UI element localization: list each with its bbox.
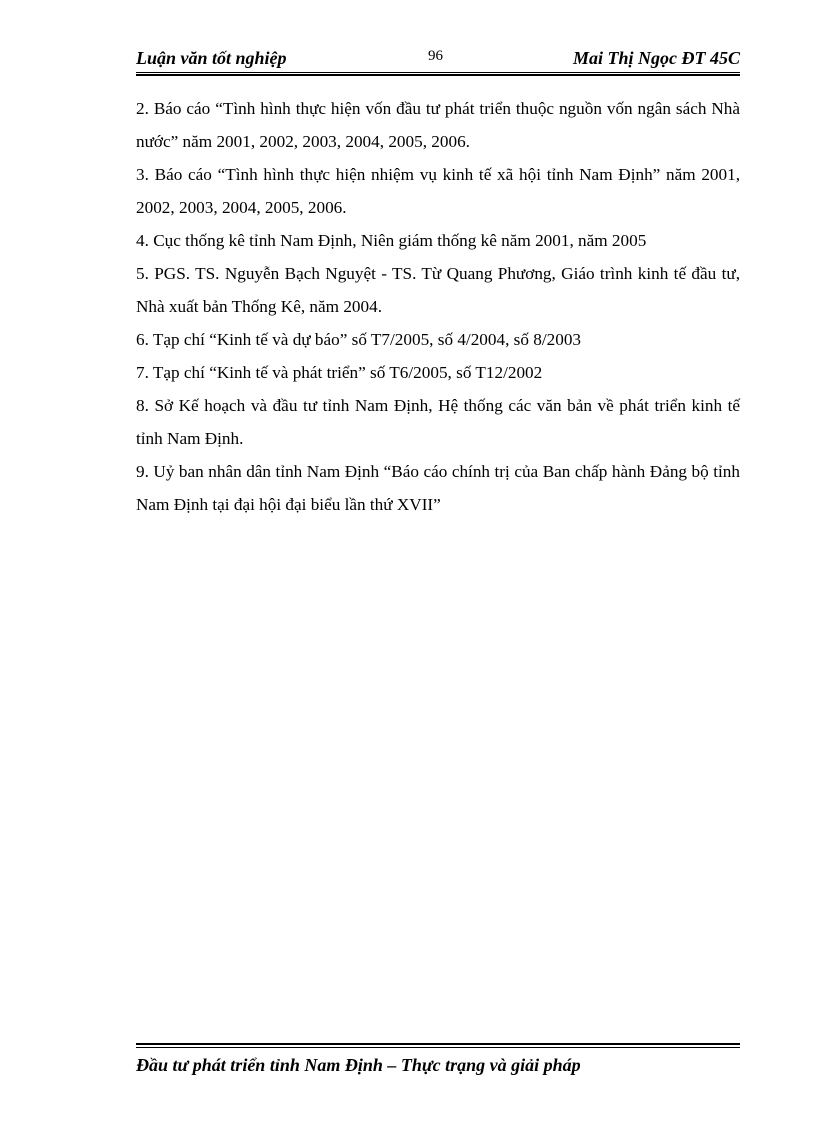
reference-item-7: 7. Tạp chí “Kinh tế và phát triển” số T6/2005, số T12/2002 xyxy=(136,363,543,382)
reference-list xyxy=(136,92,740,521)
reference-item-9: 9. Uỷ ban nhân dân tỉnh Nam Định “Báo cáo chính trị của Ban chấp hành Đảng bộ tỉnh Nam Định tại đại hội đại biểu lần thứ XVII” xyxy=(136,462,740,514)
reference-item-3: 3. Báo cáo “Tình hình thực hiện nhiệm vụ kinh tế xã hội tỉnh Nam Định” năm 2001, 2002, 2003, 2004, 2005, 2006. xyxy=(136,165,740,217)
reference-item-6: 6. Tạp chí “Kinh tế và dự báo” số T7/2005, số 4/2004, số 8/2003 xyxy=(136,330,582,349)
header-divider xyxy=(136,72,740,76)
page-number: 96 xyxy=(428,48,443,64)
reference-item-4: 4. Cục thống kê tỉnh Nam Định, Niên giám thống kê năm 2001, năm 2005 xyxy=(136,231,647,250)
header-title: Luận văn tốt nghiệp xyxy=(136,48,287,68)
page-header xyxy=(136,48,740,72)
footer-divider xyxy=(136,1043,740,1048)
reference-item-2: 2. Báo cáo “Tình hình thực hiện vốn đầu tư phát triển thuộc nguồn vốn ngân sách Nhà nước” năm 2001, 2002, 2003, 2004, 2005, 2006. xyxy=(136,99,740,151)
header-author: Mai Thị Ngọc ĐT 45C xyxy=(572,48,740,68)
reference-item-5: 5. PGS. TS. Nguyễn Bạch Nguyệt - TS. Từ Quang Phương, Giáo trình kinh tế đầu tư, Nhà xuất bản Thống Kê, năm 2004. xyxy=(136,264,740,316)
footer-title: Đầu tư phát triển tỉnh Nam Định – Thực trạng và giải pháp xyxy=(136,1055,581,1075)
reference-item-8: 8. Sở Kế hoạch và đầu tư tỉnh Nam Định, Hệ thống các văn bản về phát triển kinh tế tỉnh Nam Định. xyxy=(136,396,740,448)
